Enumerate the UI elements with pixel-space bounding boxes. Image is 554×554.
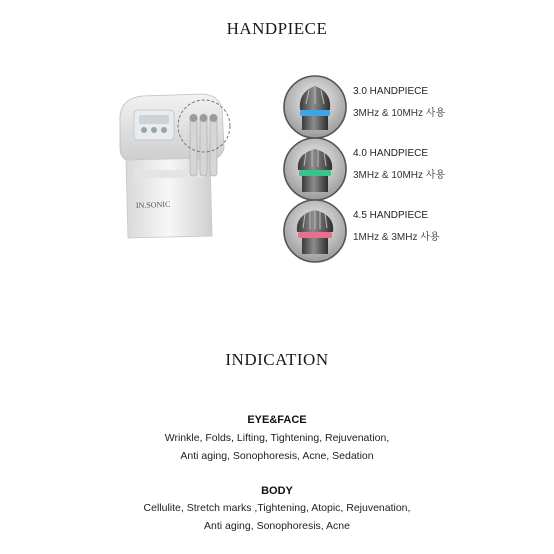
body-line: Anti aging, Sonophoresis, Acne: [204, 520, 350, 532]
device-illustration: [112, 88, 242, 243]
handpiece-item-4-5: [282, 198, 482, 264]
handpiece-icon: [282, 74, 348, 140]
handpiece-ring-green: [299, 170, 331, 176]
eye-face-line: Wrinkle, Folds, Lifting, Tightening, Rejuvenation,: [164, 432, 390, 444]
handpiece-frequency: 3MHz & 10MHz 사용: [353, 170, 446, 181]
handpiece-section-title: HANDPIECE: [226, 19, 328, 38]
eye-face-line: Anti aging, Sonophoresis, Acne, Sedation: [180, 450, 374, 462]
handpiece-name: 4.0 HANDPIECE: [353, 148, 429, 159]
body-heading: BODY: [261, 485, 293, 497]
handpiece-frequency: 1MHz & 3MHz 사용: [353, 232, 440, 243]
eye-face-heading: EYE&FACE: [247, 414, 307, 426]
handpiece-ring-blue: [300, 110, 330, 116]
handpiece-frequency: 3MHz & 10MHz 사용: [353, 108, 446, 119]
handpiece-ring-pink: [298, 232, 332, 238]
handpiece-icon: [282, 136, 348, 202]
handpiece-item-4-0: [282, 136, 482, 202]
indication-section-title: INDICATION: [225, 350, 329, 369]
device-brand-label: IN.SONIC: [135, 199, 171, 210]
handpiece-name: 4.5 HANDPIECE: [353, 210, 429, 221]
handpiece-item-3-0: [282, 74, 482, 140]
handpiece-icon: [282, 198, 348, 264]
body-line: Cellulite, Stretch marks ,Tightening, Atopic, Rejuvenation,: [143, 502, 411, 514]
handpiece-name: 3.0 HANDPIECE: [353, 86, 429, 97]
